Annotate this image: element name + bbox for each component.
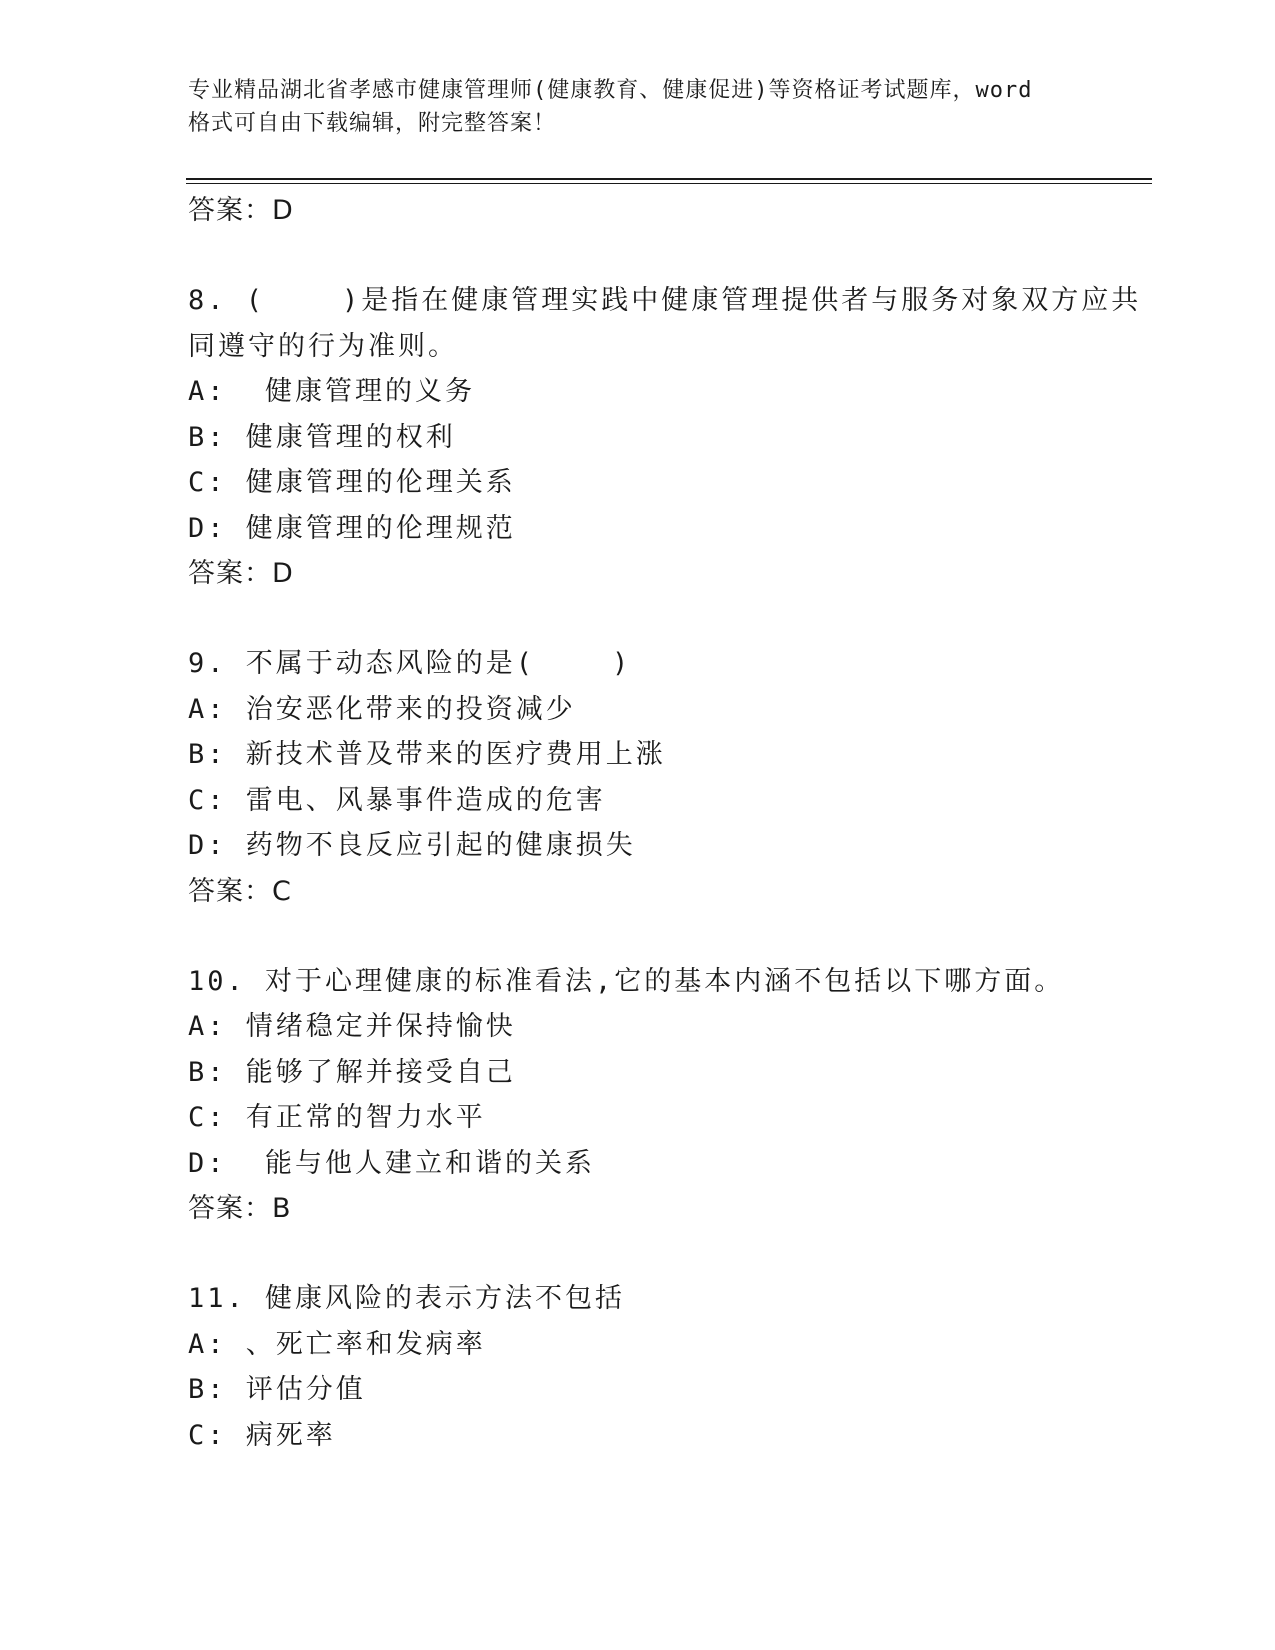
question-text: 8. ( )是指在健康管理实践中健康管理提供者与服务对象双方应共 (188, 285, 1142, 316)
question-list (188, 188, 1148, 1458)
answer-line: 答案：D (188, 558, 294, 589)
option-a: A: 健康管理的义务 (188, 376, 476, 407)
option-a: A: 、死亡率和发病率 (188, 1328, 486, 1360)
header-divider-thin (186, 183, 1152, 184)
option-c: C: 健康管理的伦理关系 (188, 467, 516, 498)
question-item (188, 1276, 1148, 1458)
question-text: 同遵守的行为准则。 (188, 330, 458, 362)
option-c: C: 病死率 (188, 1419, 336, 1451)
answer-line: 答案：C (188, 875, 292, 907)
option-b: B: 新技术普及带来的医疗费用上涨 (188, 739, 666, 770)
question-text: 9. 不属于动态风险的是( ) (188, 648, 632, 679)
option-d: D: 健康管理的伦理规范 (188, 512, 516, 544)
option-c: C: 雷电、风暴事件造成的危害 (188, 784, 606, 816)
option-a: A: 情绪稳定并保持愉快 (188, 1011, 516, 1042)
answer-line: 答案：D (188, 195, 294, 226)
option-d: D: 能与他人建立和谐的关系 (188, 1147, 596, 1179)
option-c: C: 有正常的智力水平 (188, 1102, 486, 1133)
question-item (188, 641, 1148, 915)
header-line-1: 专业精品湖北省孝感市健康管理师(健康教育、健康促进)等资格证考试题库，word (188, 78, 1033, 103)
answer-line: 答案：B (188, 1193, 292, 1224)
question-text: 10. 对于心理健康的标准看法,它的基本内涵不包括以下哪方面。 (188, 965, 1065, 997)
header-divider (186, 178, 1152, 180)
option-a: A: 治安恶化带来的投资减少 (188, 693, 576, 725)
option-b: B: 评估分值 (188, 1374, 366, 1405)
document-header (188, 74, 1088, 140)
option-b: B: 能够了解并接受自己 (188, 1056, 516, 1088)
question-item (188, 278, 1148, 597)
question-item (188, 959, 1148, 1233)
option-d: D: 药物不良反应引起的健康损失 (188, 830, 636, 861)
header-line-2: 格式可自由下载编辑，附完整答案！ (188, 111, 557, 136)
question-text: 11. 健康风险的表示方法不包括 (188, 1283, 626, 1314)
option-b: B: 健康管理的权利 (188, 421, 456, 453)
